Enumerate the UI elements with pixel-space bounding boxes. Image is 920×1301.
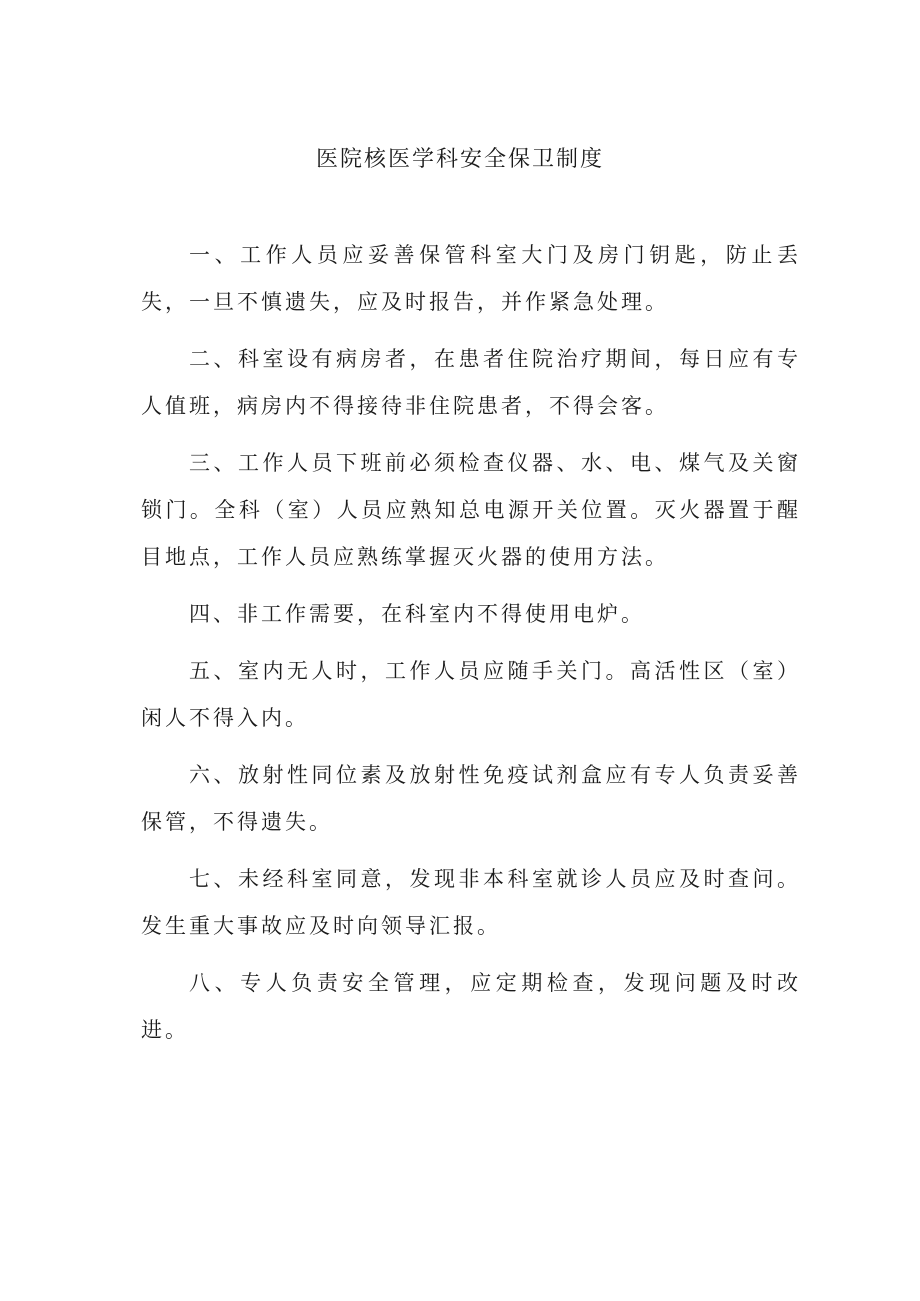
clause-7: 七、未经科室同意，发现非本科室就诊人员应及时查问。发生重大事故应及时向领导汇报。 [141, 867, 801, 938]
clause-5: 五、室内无人时，工作人员应随手关门。高活性区（室）闲人不得入内。 [141, 659, 801, 730]
clause-4: 四、非工作需要，在科室内不得使用电炉。 [189, 602, 645, 626]
clause-3: 三、工作人员下班前必须检查仪器、水、电、煤气及关窗锁门。全科（室）人员应熟知总电源开关位置。灭火器置于醒目地点，工作人员应熟练掌握灭火器的使用方法。 [141, 451, 801, 569]
clause-1: 一、工作人员应妥善保管科室大门及房门钥匙，防止丢失，一旦不慎遗失，应及时报告，并作紧急处理。 [141, 243, 801, 314]
document-body [141, 232, 801, 1064]
clause-2: 二、科室设有病房者，在患者住院治疗期间，每日应有专人值班，病房内不得接待非住院患者，不得会客。 [141, 347, 801, 418]
clause-6: 六、放射性同位素及放射性免疫试剂盒应有专人负责妥善保管，不得遗失。 [141, 763, 801, 834]
clause-8: 八、专人负责安全管理，应定期检查，发现问题及时改进。 [141, 971, 801, 1042]
document-title: 医院核医学科安全保卫制度 [315, 147, 604, 172]
